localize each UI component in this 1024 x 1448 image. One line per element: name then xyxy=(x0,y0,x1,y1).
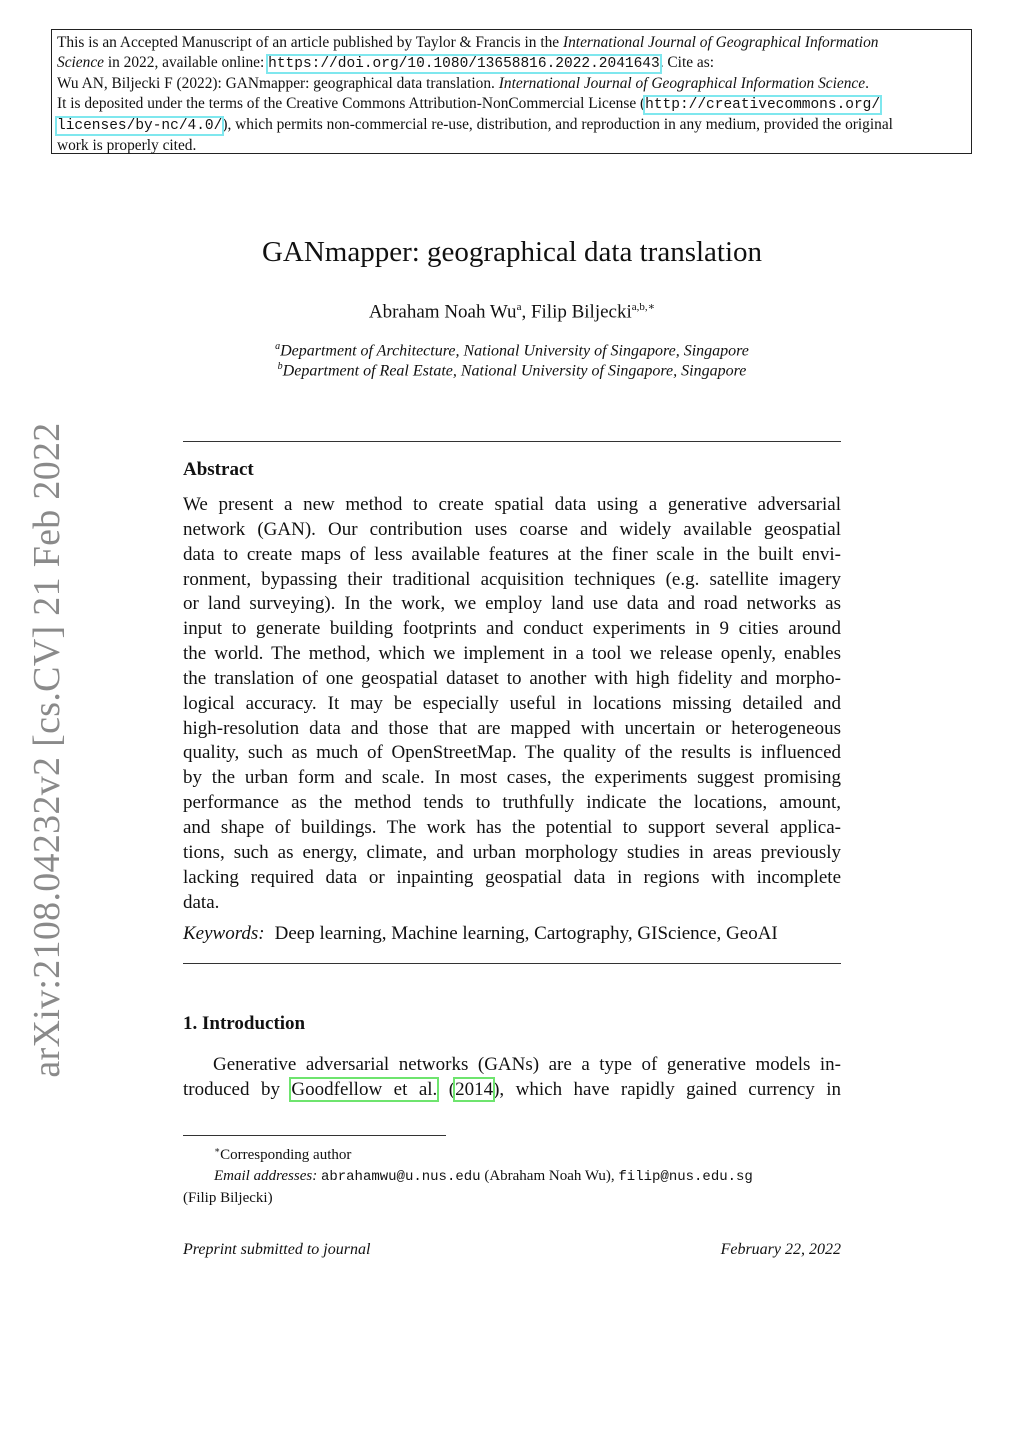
abstract-line: ronment, bypassing their traditional acquisition techniques (e.g. satellite imagery xyxy=(183,568,841,590)
notice-line-4 xyxy=(57,94,965,115)
footnote-emails xyxy=(183,1166,841,1188)
abstract-line: data. xyxy=(183,891,220,913)
keywords xyxy=(183,923,778,945)
affiliation-mark: b xyxy=(277,361,283,372)
section-heading-introduction: 1. Introduction xyxy=(183,1013,306,1034)
author-affiliation-mark: a xyxy=(516,301,522,313)
notice-line-6 xyxy=(57,136,965,156)
license-text: It is deposited under the terms of the Creative Commons Attribution-NonCommercial License ( xyxy=(57,95,646,112)
abstract-line: high-resolution data and those that are mapped with uncertain or heterogeneous xyxy=(183,717,841,739)
email-label: Email addresses: xyxy=(214,1168,318,1184)
notice-journal-name: International Journal of Geographical Information xyxy=(562,34,879,51)
affiliation xyxy=(0,361,1024,380)
author-list xyxy=(0,300,1024,323)
citation-text: Wu AN, Biljecki F (2022): GANmapper: geographical data translation. xyxy=(57,75,499,92)
affiliation-text: Department of Architecture, National University of Singapore, Singapore xyxy=(280,342,749,360)
notice-text: This is an Accepted Manuscript of an article published by Taylor & Francis in the xyxy=(57,34,563,51)
notice-text: . xyxy=(865,75,869,92)
notice-line-1 xyxy=(57,33,965,53)
author-name: Filip Biljecki xyxy=(530,301,632,323)
abstract-line: data to create maps of less available features at the finer scale in the built envi- xyxy=(183,543,841,565)
abstract-line: performance as the method tends to truthfully indicate the locations, amount, xyxy=(183,792,841,814)
arxiv-identifier: arXiv:2108.04232v2 [cs.CV] 21 Feb 2022 xyxy=(26,422,68,1078)
affiliation xyxy=(0,341,1024,360)
paragraph-text: ( xyxy=(437,1079,456,1100)
introduction-body xyxy=(183,1052,841,1102)
paragraph-text: troduced by xyxy=(183,1079,292,1100)
author-affiliation-mark: a,b,∗ xyxy=(631,301,656,313)
notice-line-5 xyxy=(57,115,965,136)
abstract-body xyxy=(183,493,841,915)
footnote xyxy=(183,1140,841,1209)
license-link-part-1[interactable]: http://creativecommons.org/ xyxy=(645,97,881,113)
paragraph-line xyxy=(183,1077,841,1102)
abstract-line: by the urban form and scale. In most cases, the experiments suggest promising xyxy=(183,767,841,789)
abstract-bottom-rule xyxy=(183,963,841,964)
abstract-line: quality, such as much of OpenStreetMap. The quality of the results is influenced xyxy=(183,742,841,764)
abstract-line: the world. The method, which we implement in a tool we release openly, enables xyxy=(183,643,841,665)
email-link-author1[interactable]: abrahamwu@u.nus.edu xyxy=(320,1169,481,1185)
abstract-line: We present a new method to create spatial data using a generative adversarial xyxy=(183,494,841,515)
footnote-text: Corresponding author xyxy=(220,1147,352,1163)
abstract-line: or land surveying). In the work, we employ land use data and road networks as xyxy=(183,593,841,615)
author-separator: , xyxy=(521,301,531,323)
license-text: ), which permits non-commercial re-use, distribution, and reproduction in any medium, provided the original xyxy=(222,116,893,133)
affiliation-text: Department of Real Estate, National University of Singapore, Singapore xyxy=(282,362,747,380)
citation-author-link[interactable]: Goodfellow et al. xyxy=(291,1079,438,1100)
abstract-top-rule xyxy=(183,441,841,442)
footnote-rule xyxy=(183,1135,446,1136)
license-text: work is properly cited. xyxy=(57,137,197,154)
paragraph-line: Generative adversarial networks (GANs) are a type of generative models in- xyxy=(213,1054,841,1075)
notice-line-2 xyxy=(57,53,965,74)
footnote-text: (Abraham Noah Wu), xyxy=(480,1168,619,1184)
keywords-label: Keywords: xyxy=(183,923,265,944)
abstract-heading: Abstract xyxy=(183,459,254,480)
abstract-line: tions, such as energy, climate, and urban morphology studies in areas previously xyxy=(183,841,841,863)
notice-journal-name: Science xyxy=(57,54,104,71)
abstract-line: lacking required data or inpainting geospatial data in regions with incomplete xyxy=(183,866,841,888)
footnote-corresponding xyxy=(183,1140,841,1166)
citation-journal: International Journal of Geographical Information Science xyxy=(498,75,866,92)
footnote-mark: ∗ xyxy=(214,1145,221,1155)
manuscript-notice-box xyxy=(51,29,972,154)
abstract-line: network (GAN). Our contribution uses coarse and widely available geospatial xyxy=(183,518,841,540)
citation-year-link[interactable]: 2014 xyxy=(455,1079,494,1100)
footnote-continuation: (Filip Biljecki) xyxy=(183,1190,273,1206)
abstract-line: and shape of buildings. The work has the potential to support several applica- xyxy=(183,816,841,838)
abstract-line: logical accuracy. It may be especially useful in locations missing detailed and xyxy=(183,692,841,714)
notice-line-3 xyxy=(57,74,965,94)
notice-text: in 2022, available online: xyxy=(104,54,269,71)
paragraph-text: ), which have rapidly gained currency in xyxy=(493,1079,842,1100)
abstract-line: the translation of one geospatial dataset to another with high fidelity and morpho- xyxy=(183,667,841,689)
abstract-line: input to generate building footprints and conduct experiments in 9 cities around xyxy=(183,618,841,640)
email-link-author2[interactable]: filip@nus.edu.sg xyxy=(618,1169,753,1185)
footer-date: February 22, 2022 xyxy=(720,1241,841,1258)
keywords-text: Deep learning, Machine learning, Cartography, GIScience, GeoAI xyxy=(274,923,778,944)
paper-title: GANmapper: geographical data translation xyxy=(261,236,763,268)
affiliation-mark: a xyxy=(275,341,281,352)
license-link-part-2[interactable]: licenses/by-nc/4.0/ xyxy=(57,118,223,134)
author-name: Abraham Noah Wu xyxy=(368,301,517,323)
footer-submission-note: Preprint submitted to journal xyxy=(183,1241,371,1258)
doi-link[interactable]: https://doi.org/10.1080/13658816.2022.2041643 xyxy=(268,56,660,72)
notice-text: . Cite as: xyxy=(659,54,715,71)
